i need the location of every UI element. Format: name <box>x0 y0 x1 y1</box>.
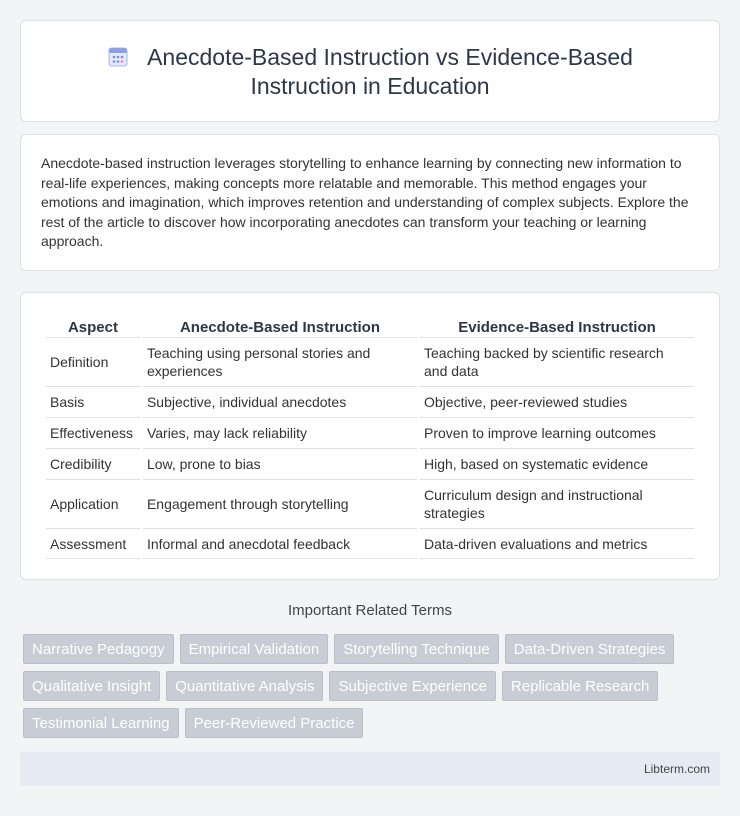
tag-subjective-experience[interactable]: Subjective Experience <box>329 671 495 701</box>
row-anecdote: Informal and anecdotal feedback <box>143 528 417 559</box>
row-aspect: Definition <box>46 337 140 386</box>
related-terms-title: Important Related Terms <box>288 602 452 619</box>
tag-empirical-validation[interactable]: Empirical Validation <box>180 634 329 664</box>
row-aspect: Application <box>46 479 140 528</box>
intro-paragraph: Anecdote-based instruction leverages storytelling to enhance learning by connecting new information to real-life experiences, making concepts more relatable and memorable. This method engages your emotions and imagination, which improves retention and understanding of complex subjects. Explore the rest of the article to discover how incorporating anecdotes can transform your teaching or learning approach. <box>41 155 689 250</box>
tag-testimonial-learning[interactable]: Testimonial Learning <box>23 708 179 738</box>
row-anecdote: Engagement through storytelling <box>143 479 417 528</box>
header-card <box>20 20 720 122</box>
row-evidence: High, based on systematic evidence <box>420 448 694 479</box>
tag-row <box>23 708 723 738</box>
page-title <box>21 43 719 101</box>
comparison-table <box>43 315 697 559</box>
tag-data-driven-strategies[interactable]: Data-Driven Strategies <box>505 634 675 664</box>
row-evidence: Teaching backed by scientific research and data <box>420 337 694 386</box>
tag-replicable-research[interactable]: Replicable Research <box>502 671 658 701</box>
title-line-2: Instruction in Education <box>250 73 490 99</box>
row-aspect: Credibility <box>46 448 140 479</box>
table-row <box>46 337 694 386</box>
footer <box>20 752 720 786</box>
title-line-1: Anecdote-Based Instruction vs Evidence-Based <box>147 44 633 70</box>
tag-row <box>23 671 723 701</box>
row-evidence: Data-driven evaluations and metrics <box>420 528 694 559</box>
table-row <box>46 479 694 528</box>
tag-row <box>23 634 723 664</box>
tag-peer-reviewed-practice[interactable]: Peer-Reviewed Practice <box>185 708 364 738</box>
table-row <box>46 528 694 559</box>
row-evidence: Curriculum design and instructional strategies <box>420 479 694 528</box>
row-aspect: Effectiveness <box>46 417 140 448</box>
row-aspect: Basis <box>46 386 140 417</box>
intro-card <box>20 134 720 271</box>
tag-qualitative-insight[interactable]: Qualitative Insight <box>23 671 160 701</box>
tag-quantitative-analysis[interactable]: Quantitative Analysis <box>166 671 323 701</box>
header-evidence: Evidence-Based Instruction <box>458 319 656 336</box>
row-anecdote: Varies, may lack reliability <box>143 417 417 448</box>
related-terms-list <box>23 634 723 745</box>
table-row <box>46 448 694 479</box>
row-anecdote: Subjective, individual anecdotes <box>143 386 417 417</box>
document-grid-icon <box>107 46 129 68</box>
table-row <box>46 417 694 448</box>
comparison-card <box>20 292 720 580</box>
table-header-row <box>46 315 694 337</box>
row-evidence: Objective, peer-reviewed studies <box>420 386 694 417</box>
footer-site-link[interactable]: Libterm.com <box>643 762 710 776</box>
row-evidence: Proven to improve learning outcomes <box>420 417 694 448</box>
header-anecdote: Anecdote-Based Instruction <box>179 319 380 336</box>
header-aspect: Aspect <box>67 319 118 336</box>
tag-storytelling-technique[interactable]: Storytelling Technique <box>334 634 498 664</box>
row-anecdote: Teaching using personal stories and experiences <box>143 337 417 386</box>
row-aspect: Assessment <box>46 528 140 559</box>
row-anecdote: Low, prone to bias <box>143 448 417 479</box>
tag-narrative-pedagogy[interactable]: Narrative Pedagogy <box>23 634 174 664</box>
table-row <box>46 386 694 417</box>
